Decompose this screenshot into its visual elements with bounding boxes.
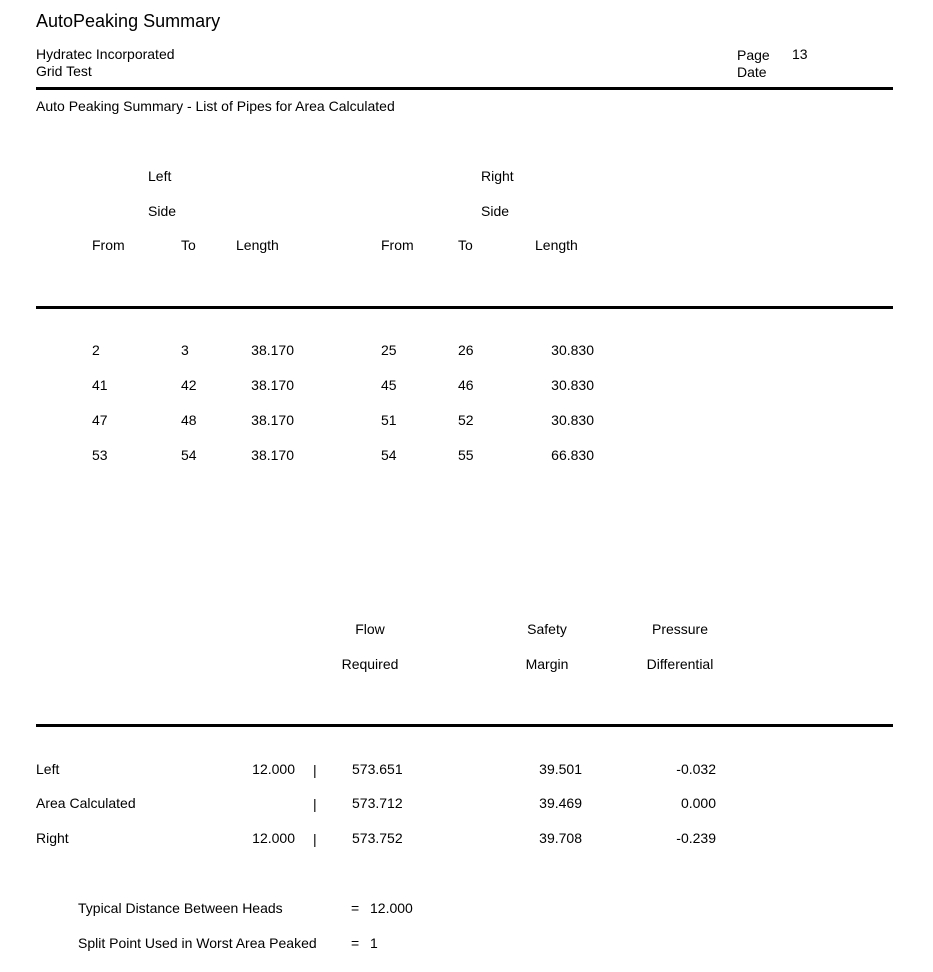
right-side-label-2: Side <box>481 203 510 219</box>
flow-row-distance: 12.000 <box>252 830 295 846</box>
split-point-label: Split Point Used in Worst Area Peaked <box>78 935 317 951</box>
pipe-right-length: 30.830 <box>551 342 594 358</box>
col-right-length: Length <box>535 237 578 253</box>
col-left-from: From <box>92 237 125 253</box>
flow-row-pressure: 0.000 <box>680 795 716 811</box>
left-side-label-2: Side <box>148 203 177 219</box>
flow-header: Flow <box>355 621 385 637</box>
typical-distance-label: Typical Distance Between Heads <box>78 900 283 916</box>
page-label: Page <box>737 47 770 63</box>
pipe-right-to: 26 <box>458 342 474 358</box>
pipe-left-to: 54 <box>181 447 197 463</box>
safety-header-2: Margin <box>525 656 569 672</box>
flow-row-safety: 39.708 <box>539 830 582 846</box>
split-point-value: 1 <box>370 935 378 951</box>
flow-row-label: Left <box>36 761 60 777</box>
pipe-right-length: 66.830 <box>551 447 594 463</box>
pipe-right-to: 52 <box>458 412 474 428</box>
flow-row-pressure: -0.239 <box>676 830 716 846</box>
flow-row-separator: | <box>313 831 317 847</box>
right-side-label: Right <box>481 168 514 184</box>
pipe-left-length: 38.170 <box>251 342 294 358</box>
flow-header-2: Required <box>341 656 399 672</box>
col-right-to: To <box>458 237 473 253</box>
flow-row-safety: 39.469 <box>539 795 582 811</box>
pipe-left-length: 38.170 <box>251 377 294 393</box>
pipe-left-to: 42 <box>181 377 197 393</box>
pipe-right-length: 30.830 <box>551 412 594 428</box>
date-label: Date <box>737 64 767 80</box>
flow-row-flow: 573.712 <box>352 795 403 811</box>
col-right-from: From <box>381 237 414 253</box>
pipe-left-length: 38.170 <box>251 447 294 463</box>
pipe-right-length: 30.830 <box>551 377 594 393</box>
flow-row-label: Right <box>36 830 69 846</box>
pipe-right-from: 25 <box>381 342 397 358</box>
split-point-equals: = <box>351 935 360 951</box>
flow-row-separator: | <box>313 796 317 812</box>
pipe-right-from: 51 <box>381 412 397 428</box>
flow-row-safety: 39.501 <box>539 761 582 777</box>
pipe-left-length: 38.170 <box>251 412 294 428</box>
typical-distance-equals: = <box>351 900 360 916</box>
section-title: Auto Peaking Summary - List of Pipes for Area Calculated <box>36 98 395 114</box>
page-number: 13 <box>792 46 808 62</box>
pipe-left-from: 41 <box>92 377 108 393</box>
project-name: Grid Test <box>36 63 92 79</box>
pipe-right-from: 54 <box>381 447 397 463</box>
flow-row-flow: 573.752 <box>352 830 403 846</box>
left-side-label: Left <box>148 168 172 184</box>
typical-distance-value: 12.000 <box>370 900 413 916</box>
pipe-left-from: 47 <box>92 412 108 428</box>
pipe-right-from: 45 <box>381 377 397 393</box>
header-rule <box>36 87 893 90</box>
flow-row-pressure: -0.032 <box>676 761 716 777</box>
company-name: Hydratec Incorporated <box>36 46 175 62</box>
pressure-header-2: Differential <box>646 656 714 672</box>
pipe-left-from: 53 <box>92 447 108 463</box>
col-left-to: To <box>181 237 196 253</box>
flow-row-distance: 12.000 <box>252 761 295 777</box>
pipe-left-to: 3 <box>181 342 189 358</box>
pressure-header: Pressure <box>651 621 709 637</box>
report-title: AutoPeaking Summary <box>36 11 221 31</box>
pipe-left-to: 48 <box>181 412 197 428</box>
safety-header: Safety <box>527 621 567 637</box>
flow-row-separator: | <box>313 762 317 778</box>
flow-row-flow: 573.651 <box>352 761 403 777</box>
pipe-right-to: 46 <box>458 377 474 393</box>
flow-row-label: Area Calculated <box>36 795 136 811</box>
pipes-rule <box>36 306 893 309</box>
pipe-left-from: 2 <box>92 342 100 358</box>
flow-rule <box>36 724 893 727</box>
pipe-right-to: 55 <box>458 447 474 463</box>
col-left-length: Length <box>236 237 279 253</box>
